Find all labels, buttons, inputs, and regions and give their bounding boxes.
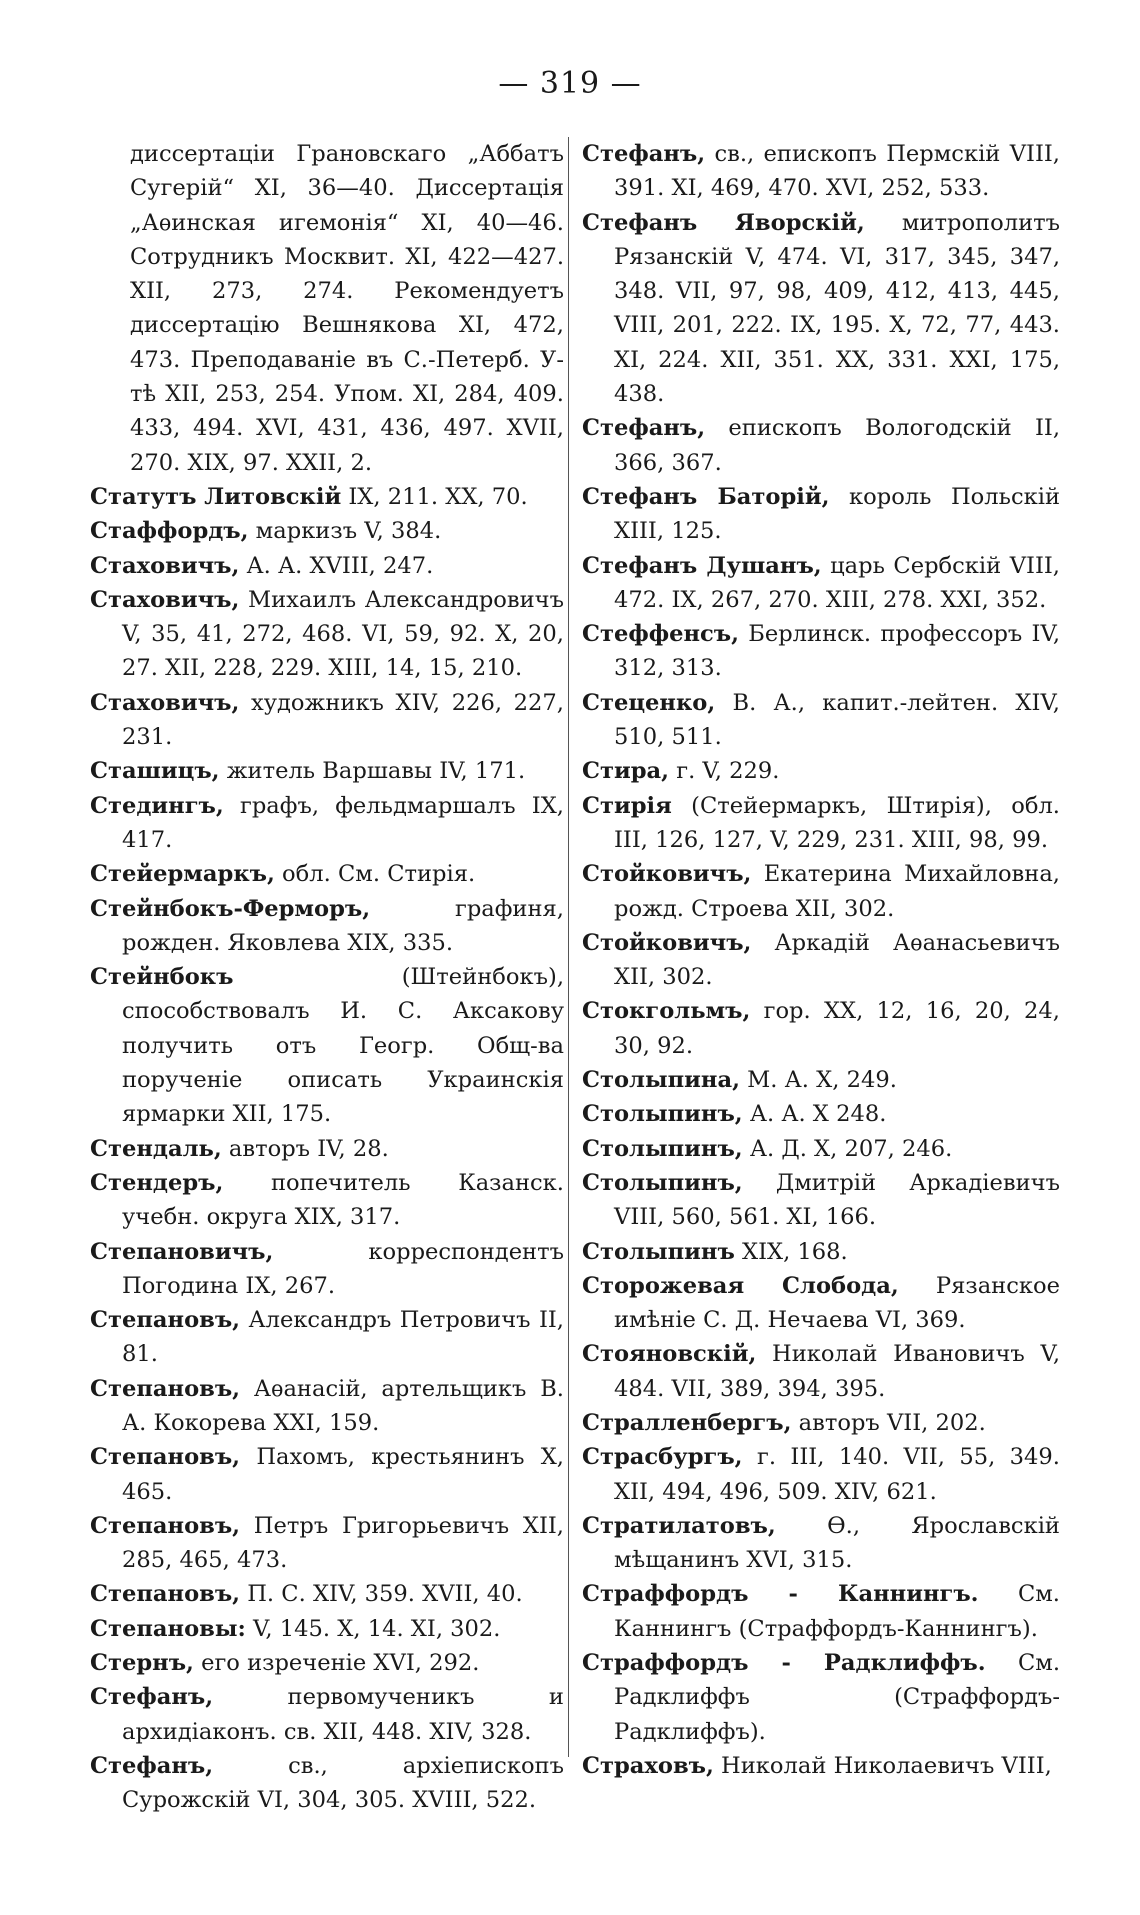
entry-heading: Степановъ, [90, 1444, 241, 1471]
entry-references: епископъ Вологодскій II, 366, 367. [614, 415, 1060, 476]
index-entry [582, 1440, 1060, 1509]
entry-references: (Штейнбокъ), способствовалъ И. С. Аксакову получить отъ Геогр. Общ-ва порученіе описать Украинскія ярмарки XII, 175. [122, 964, 564, 1128]
entry-references: его изреченіе XVI, 292. [193, 1650, 480, 1677]
index-entry [90, 480, 564, 514]
entry-heading: Стейермаркъ, [90, 861, 275, 888]
entry-heading: Стейнбокъ [90, 964, 234, 991]
entry-heading: Столыпина, [582, 1067, 740, 1094]
index-entry [90, 1749, 564, 1818]
entry-heading: Стейнбокъ-Ферморъ, [90, 895, 371, 922]
entry-heading: Сташицъ, [90, 758, 220, 785]
entry-heading: Стефанъ Яворскій, [582, 209, 865, 236]
entry-heading: Стратилатовъ, [582, 1512, 776, 1539]
entry-heading: Степановъ, [90, 1581, 241, 1608]
entry-heading: Столыпинъ, [582, 1135, 743, 1162]
index-entry [582, 994, 1060, 1063]
entry-references: первомученикъ и архидіаконъ. св. XII, 448. XIV, 328. [122, 1684, 564, 1745]
entry-heading: Степановъ, [90, 1512, 241, 1539]
index-entry [90, 857, 564, 891]
entry-heading: Столыпинъ, [582, 1101, 743, 1128]
index-entry [90, 1509, 564, 1578]
index-entry [90, 1440, 564, 1509]
index-entry [90, 1646, 564, 1680]
index-entry [90, 549, 564, 583]
index-entry [90, 1235, 564, 1304]
index-entry [90, 1577, 564, 1611]
entry-heading: Стендаль, [90, 1135, 222, 1162]
index-entry [582, 1509, 1060, 1578]
entry-heading: Стойковичъ, [582, 861, 752, 888]
index-entry [582, 1749, 1060, 1783]
index-entry [582, 1269, 1060, 1338]
entry-references: (Стейермаркъ, Штирія), обл. III, 126, 127, V, 229, 231. XIII, 98, 99. [614, 792, 1060, 853]
entry-heading: Стаховичъ, [90, 689, 240, 716]
index-entry [582, 926, 1060, 995]
entry-references: Рязанское имѣніе С. Д. Нечаева VI, 369. [614, 1272, 1060, 1334]
entry-references: См. Радклиффъ (Страффордъ-Радклиффъ). [614, 1650, 1060, 1745]
index-entry [582, 857, 1060, 926]
entry-heading: Стернъ, [90, 1650, 194, 1677]
index-entry [582, 1406, 1060, 1440]
entry-heading: Степановъ, [90, 1307, 241, 1334]
entry-heading: Стедингъ, [90, 792, 224, 819]
entry-heading: Стаффордъ, [90, 518, 249, 545]
entry-heading: Столыпинъ, [582, 1169, 743, 1196]
entry-references: Николай Ивановичъ V, 484. VII, 389, 394, 395. [614, 1341, 1060, 1402]
entry-heading: Стефанъ, [90, 1752, 214, 1779]
entry-heading: Страффордъ - Каннингъ. [582, 1581, 979, 1608]
entry-heading: Стефанъ, [90, 1684, 214, 1711]
index-entry [582, 1646, 1060, 1749]
index-entry [90, 583, 564, 686]
index-entry [90, 789, 564, 858]
entry-references: Петръ Григорьевичъ XII, 285, 465, 473. [122, 1512, 564, 1574]
entry-heading: Столыпинъ [582, 1238, 735, 1265]
index-entry [90, 892, 564, 961]
entry-heading: Страховъ, [582, 1752, 714, 1779]
index-entry [582, 1337, 1060, 1406]
entry-references: корреспондентъ Погодина IX, 267. [122, 1238, 564, 1299]
entry-heading: Стойковичъ, [582, 929, 752, 956]
index-entry [90, 514, 564, 548]
entry-heading: Стендеръ, [90, 1169, 224, 1196]
entry-heading: Стира, [582, 758, 670, 785]
entry-references: См. Каннингъ (Страффордъ-Каннингъ). [614, 1581, 1060, 1642]
entry-references: графиня, рожден. Яковлева XIX, 335. [122, 895, 564, 956]
entry-references: XIX, 168. [734, 1238, 848, 1265]
entry-heading: Стефанъ, [582, 415, 706, 442]
index-entry [582, 137, 1060, 206]
index-entry [582, 1577, 1060, 1646]
index-entry [90, 1132, 564, 1166]
entry-references: А. А. XVIII, 247. [239, 552, 434, 579]
entry-references: житель Варшавы IV, 171. [219, 758, 526, 785]
index-entry [582, 617, 1060, 686]
page-number: — 319 — [498, 66, 642, 101]
index-entry [582, 1132, 1060, 1166]
entry-heading: Стаховичъ, [90, 586, 240, 613]
entry-references: Дмитрій Аркадіевичъ VIII, 560, 561. XI, 166. [614, 1169, 1060, 1231]
entry-heading: Статутъ Литовскій [90, 483, 342, 510]
right-column [582, 137, 1060, 1783]
entry-references: св., архіепископъ Сурожскій VI, 304, 305. XVIII, 522. [122, 1752, 564, 1814]
column-divider [568, 137, 569, 1757]
entry-references: диссертаціи Грановскаго „Аббатъ Сугерій“ XI, 36—40. Диссертація „Аѳинская игемонія“ XI, 40—46. Сотрудникъ Москвит. XI, 422—427. XII, 273, 274. Рекомендуетъ диссертацію Вешнякова XI, 472, 473. Преподаваніе въ С.-Петерб. У-тѣ XII, 253, 254. Упом. XI, 284, 409. 433, 494. XVI, 431, 436, 497. XVII, 270. XIX, 97. XXII, 2. [130, 141, 564, 476]
entry-references: А. А. X 248. [742, 1101, 887, 1128]
index-entry [582, 754, 1060, 788]
index-entry [582, 1166, 1060, 1235]
entry-heading: Стефанъ Душанъ, [582, 552, 822, 579]
entry-references: г. III, 140. VII, 55, 349. XII, 494, 496, 509. XIV, 621. [614, 1444, 1060, 1505]
entry-heading: Стаховичъ, [90, 552, 240, 579]
entry-references: IX, 211. XX, 70. [341, 483, 528, 510]
entry-heading: Стеффенсъ, [582, 621, 739, 648]
entry-references: М. А. X, 249. [739, 1067, 897, 1094]
entry-references: г. V, 229. [669, 758, 780, 785]
entry-references: Николай Николаевичъ VIII, [713, 1752, 1052, 1779]
entry-references: Александръ Петровичъ II, 81. [122, 1307, 564, 1368]
index-entry [582, 411, 1060, 480]
entry-references: графъ, фельдмаршалъ IX, 417. [122, 792, 564, 853]
index-entry [582, 206, 1060, 412]
entry-heading: Степановы: [90, 1615, 246, 1642]
entry-references: Михаилъ Александровичъ V, 35, 41, 272, 468. VI, 59, 92. X, 20, 27. XII, 228, 229. XIII, 14, 15, 210. [122, 586, 564, 682]
entry-references: В. А., капит.-лейтен. XIV, 510, 511. [614, 689, 1060, 751]
entry-references: Аркадій Аѳанасьевичъ XII, 302. [614, 929, 1060, 991]
index-entry [90, 960, 564, 1131]
index-entry [582, 1235, 1060, 1269]
index-entry [582, 789, 1060, 858]
index-entry [582, 686, 1060, 755]
index-entry [90, 1680, 564, 1749]
entry-heading: Стеценко, [582, 689, 716, 716]
entry-references: попечитель Казанск. учебн. округа XIX, 317. [122, 1169, 564, 1231]
index-entry [90, 1303, 564, 1372]
entry-heading: Стефанъ, [582, 141, 706, 167]
entry-heading: Сторожевая Слобода, [582, 1272, 899, 1299]
entry-references: король Польскій XIII, 125. [614, 483, 1060, 545]
entry-heading: Страсбургъ, [582, 1444, 743, 1471]
entry-heading: Страффордъ - Радклиффъ. [582, 1650, 986, 1677]
index-entry [90, 1372, 564, 1441]
entry-references: Ѳ., Ярославскій мѣщанинъ XVI, 315. [614, 1512, 1060, 1574]
entry-references: митрополитъ Рязанскій V, 474. VI, 317, 345, 347, 348. VII, 97, 98, 409, 412, 413, 445, VIII, 201, 222. IX, 195. X, 72, 77, 443. XI, 224. XII, 351. XX, 331. XXI, 175, 438. [614, 209, 1060, 408]
entry-references: обл. См. Стирія. [274, 861, 476, 888]
entry-references: П. С. XIV, 359. XVII, 40. [240, 1581, 523, 1608]
entry-references: Пахомъ, крестьянинъ X, 465. [122, 1444, 564, 1505]
entry-references: Берлинск. профессоръ IV, 312, 313. [614, 621, 1060, 682]
entry-references: V, 145. X, 14. XI, 302. [245, 1615, 501, 1642]
entry-heading: Стефанъ Баторій, [582, 483, 830, 510]
entry-references: гор. XX, 12, 16, 20, 24, 30, 92. [614, 998, 1060, 1059]
index-entry [90, 686, 564, 755]
entry-heading: Стирія [582, 792, 672, 819]
left-column [90, 137, 564, 1818]
entry-references: Аѳанасій, артельщикъ В. А. Кокорева XXI, 159. [122, 1375, 564, 1436]
index-entry [582, 1097, 1060, 1131]
entry-references: царь Сербскій VIII, 472. IX, 267, 270. XIII, 278. XXI, 352. [614, 552, 1060, 613]
index-entry [90, 1612, 564, 1646]
entry-references: авторъ VII, 202. [791, 1409, 986, 1436]
index-entry [90, 1166, 564, 1235]
entry-heading: Степановичъ, [90, 1238, 274, 1265]
entry-heading: Степановъ, [90, 1375, 241, 1402]
entry-heading: Стояновскій, [582, 1341, 757, 1368]
entry-references: маркизъ V, 384. [248, 518, 442, 545]
index-entry [90, 137, 564, 480]
index-entry [582, 480, 1060, 549]
entry-references: Екатерина Михайловна, рожд. Строева XII, 302. [614, 861, 1060, 922]
entry-references: художникъ XIV, 226, 227, 231. [122, 689, 564, 751]
entry-references: А. Д. X, 207, 246. [742, 1135, 953, 1162]
entry-references: авторъ IV, 28. [221, 1135, 389, 1162]
entry-heading: Стралленбергъ, [582, 1409, 792, 1436]
index-entry [582, 549, 1060, 618]
index-entry [582, 1063, 1060, 1097]
index-entry [90, 754, 564, 788]
entry-references: св., епископъ Пермскій VIII, 391. XI, 469, 470. XVI, 252, 533. [614, 141, 1060, 202]
entry-heading: Стокгольмъ, [582, 998, 751, 1025]
